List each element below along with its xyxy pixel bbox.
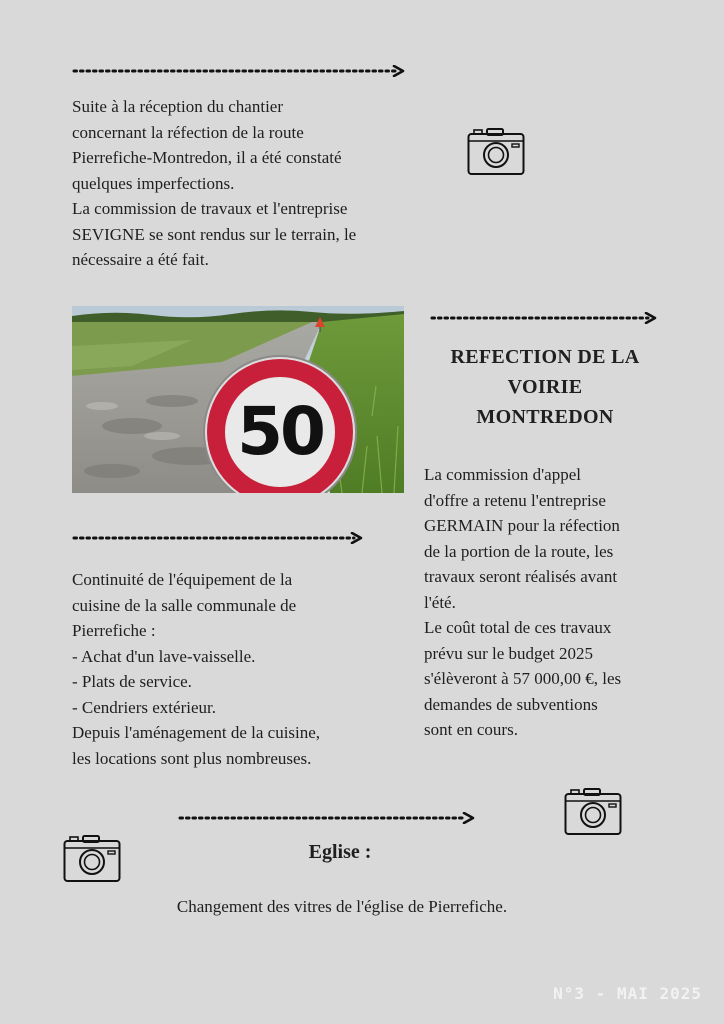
camera-icon (63, 834, 121, 884)
cuisine-paragraph: Continuité de l'équipement de la cuisine de la salle communale de Pierrefiche : - Achat d'un lave-vaisselle. - Plats de service. - Cendriers extérieur. Depuis l'aménagement de la cuisine, les locations sont plus nombreuses. (72, 570, 321, 768)
voirie-title: REFECTION DE LA VOIRIE MONTREDON (450, 346, 640, 428)
dotted-arrow-icon (72, 532, 364, 544)
eglise-paragraph: Changement des vitres de l'église de Pierrefiche. (176, 897, 508, 916)
dotted-arrow-icon (72, 65, 406, 77)
route-paragraph: Suite à la réception du chantier concernant la réfection de la route Pierrefiche-Montredon, il a été constaté quelques imperfections. La commission de travaux et l'entreprise SEVIGNE se sont rendus sur le terrain, le nécessaire a été fait. (72, 97, 357, 269)
road-photo (72, 306, 404, 493)
dotted-arrow-icon (430, 312, 658, 324)
speed-sign-number: 50 (237, 393, 323, 470)
issue-footer: N°3 - MAI 2025 (553, 984, 702, 1003)
camera-icon (467, 127, 525, 177)
eglise-title: Eglise : (308, 841, 372, 863)
camera-icon (564, 787, 622, 837)
voirie-paragraph: La commission d'appel d'offre a retenu l'entreprise GERMAIN pour la réfection de la portion de la route, les travaux seront réalisés avant l'été. Le coût total de ces travaux prévu sur le budget 2025 s'élèveront à 57 000,00 €, les demandes de subventions sont en cours. (424, 465, 622, 739)
dotted-arrow-icon (178, 812, 476, 824)
